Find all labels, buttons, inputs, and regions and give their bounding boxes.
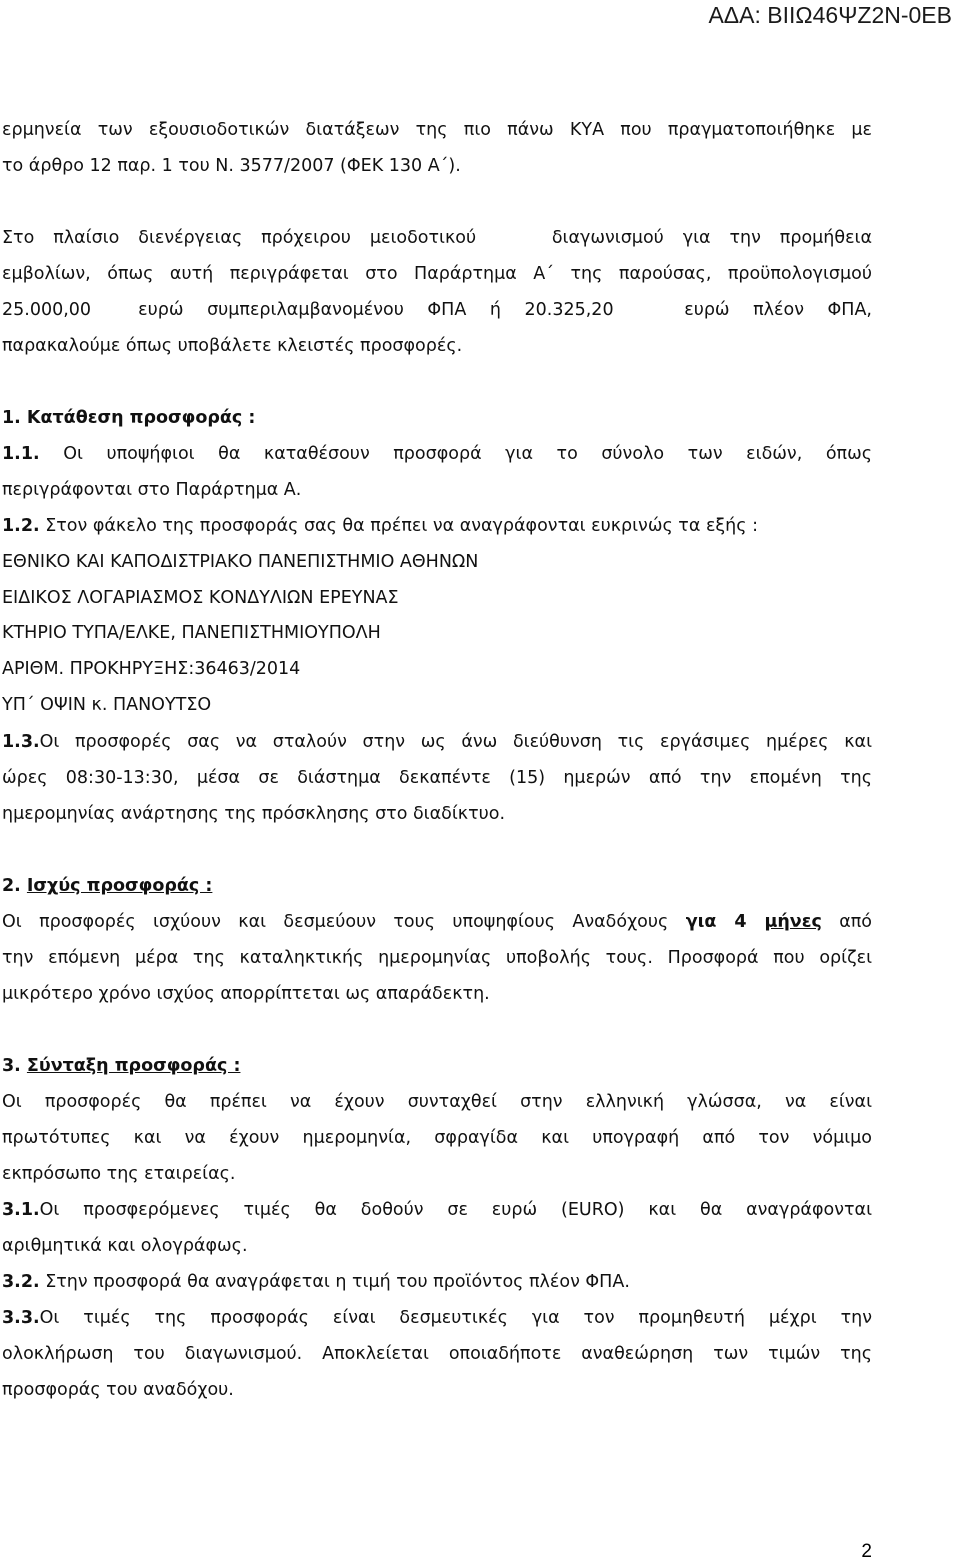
emphasis: μήνες [764, 912, 822, 932]
intro-line: το άρθρο 12 παρ. 1 του Ν. 3577/2007 (ΦΕΚ 130 Α΄). [2, 156, 461, 176]
paragraph-line: πρωτότυπες και να έχουν ημερομηνία, σφραγίδα και υπογραφή από τον νόμιμο [2, 1128, 872, 1148]
emphasis: για 4 [685, 912, 765, 932]
paragraph-line [0, 1199, 960, 1221]
clause-text: Στον φάκελο της προσφοράς σας θα πρέπει να αναγράφονται ευκρινώς τα εξής : [39, 516, 758, 536]
address-line: ΑΡΙΘΜ. ΠΡΟΚΗΡΥΞΗΣ:36463/2014 [2, 659, 301, 679]
clause-text: Οι τιμές της προσφοράς είναι δεσμευτικές για τον προμηθευτή μέχρι την [39, 1308, 872, 1328]
paragraph-line [0, 1271, 960, 1293]
section-number: 2. [2, 876, 27, 896]
address-line: ΕΘΝΙΚΟ ΚΑΙ ΚΑΠΟΔΙΣΤΡΙΑΚΟ ΠΑΝΕΠΙΣΤΗΜΙΟ ΑΘΗΝΩΝ [2, 552, 479, 572]
clause-number: 3.1. [2, 1200, 40, 1220]
paragraph-line: εκπρόσωπο της εταιρείας. [2, 1164, 236, 1184]
paragraph-line [0, 515, 960, 537]
section-title: Σύνταξη προσφοράς : [26, 1056, 241, 1076]
section-heading: 1. Κατάθεση προσφοράς : [2, 408, 256, 428]
address-line: ΕΙΔΙΚΟΣ ΛΟΓΑΡΙΑΣΜΟΣ ΚΟΝΔΥΛΙΩΝ ΕΡΕΥΝΑΣ [2, 588, 399, 608]
intro-line: ερμηνεία των εξουσιοδοτικών διατάξεων της πιο πάνω ΚΥΑ που πραγματοποιήθηκε με [2, 120, 872, 140]
text: Οι προσφορές ισχύουν και δεσμεύουν τους υποψηφίους Αναδόχους [2, 912, 686, 932]
paragraph-line [0, 731, 960, 753]
paragraph-line [0, 911, 960, 933]
clause-text: Οι υποψήφιοι θα καταθέσουν προσφορά για το σύνολο των ειδών, όπως [39, 444, 872, 464]
clause-text: Στην προσφορά θα αναγράφεται η τιμή του προϊόντος πλέον ΦΠΑ. [39, 1272, 630, 1292]
address-line: ΥΠ΄ ΟΨΙΝ κ. ΠΑΝΟΥΤΣΟ [2, 695, 212, 715]
paragraph-line: Οι προσφορές θα πρέπει να έχουν συνταχθεί στην ελληνική γλώσσα, να είναι [2, 1092, 872, 1112]
section-heading [0, 875, 960, 897]
section-heading [0, 1055, 960, 1077]
paragraph-line: μικρότερο χρόνο ισχύος απορρίπτεται ως απαράδεκτη. [2, 984, 490, 1004]
clause-number: 3.3. [2, 1308, 40, 1328]
ada-code: ΑΔΑ: ΒΙΙΩ46ΨΖ2Ν-0ΕΒ [708, 2, 952, 28]
paragraph-line: ημερομηνίας ανάρτησης της πρόσκλησης στο διαδίκτυο. [2, 804, 506, 824]
paragraph-line [0, 443, 960, 465]
section-number: 3. [2, 1056, 27, 1076]
clause-number: 1.2. [2, 516, 40, 536]
paragraph-line [0, 1307, 960, 1329]
intro-line: Στο πλαίσιο διενέργειας πρόχειρου μειοδοτικού διαγωνισμού για την προμήθεια [2, 228, 872, 248]
intro-line: εμβολίων, όπως αυτή περιγράφεται στο Παράρτημα Α΄ της παρούσας, προϋπολογισμού [2, 264, 872, 284]
clause-number: 1.1. [2, 444, 40, 464]
paragraph-line: προσφοράς του αναδόχου. [2, 1380, 234, 1400]
paragraph-line: ώρες 08:30-13:30, μέσα σε διάστημα δεκαπέντε (15) ημερών από την επομένη της [2, 768, 872, 788]
paragraph-line: αριθμητικά και ολογράφως. [2, 1236, 248, 1256]
address-line: ΚΤΗΡΙΟ ΤΥΠΑ/ΕΛΚΕ, ΠΑΝΕΠΙΣΤΗΜΙΟΥΠΟΛΗ [2, 623, 381, 643]
intro-line: παρακαλούμε όπως υποβάλετε κλειστές προσφορές. [2, 336, 463, 356]
section-title: Ισχύς προσφοράς : [26, 876, 213, 896]
clause-number: 3.2. [2, 1272, 40, 1292]
clause-text: Οι προσφερόμενες τιμές θα δοθούν σε ευρώ (EURO) και θα αναγράφονται [39, 1200, 872, 1220]
paragraph-line: την επόμενη μέρα της καταληκτικής ημερομηνίας υποβολής τους. Προσφορά που ορίζει [2, 948, 872, 968]
page-number: 2 [861, 1541, 872, 1562]
paragraph-line: περιγράφονται στο Παράρτημα Α. [2, 480, 302, 500]
paragraph-line: ολοκλήρωση του διαγωνισμού. Αποκλείεται οποιαδήποτε αναθεώρηση των τιμών της [2, 1344, 872, 1364]
clause-number: 1.3. [2, 732, 40, 752]
intro-line: 25.000,00 ευρώ συμπεριλαμβανομένου ΦΠΑ ή 20.325,20 ευρώ πλέον ΦΠΑ, [2, 300, 872, 320]
text: από [821, 912, 873, 932]
clause-text: Οι προσφορές σας να σταλούν στην ως άνω διεύθυνση τις εργάσιμες ημέρες και [39, 732, 872, 752]
